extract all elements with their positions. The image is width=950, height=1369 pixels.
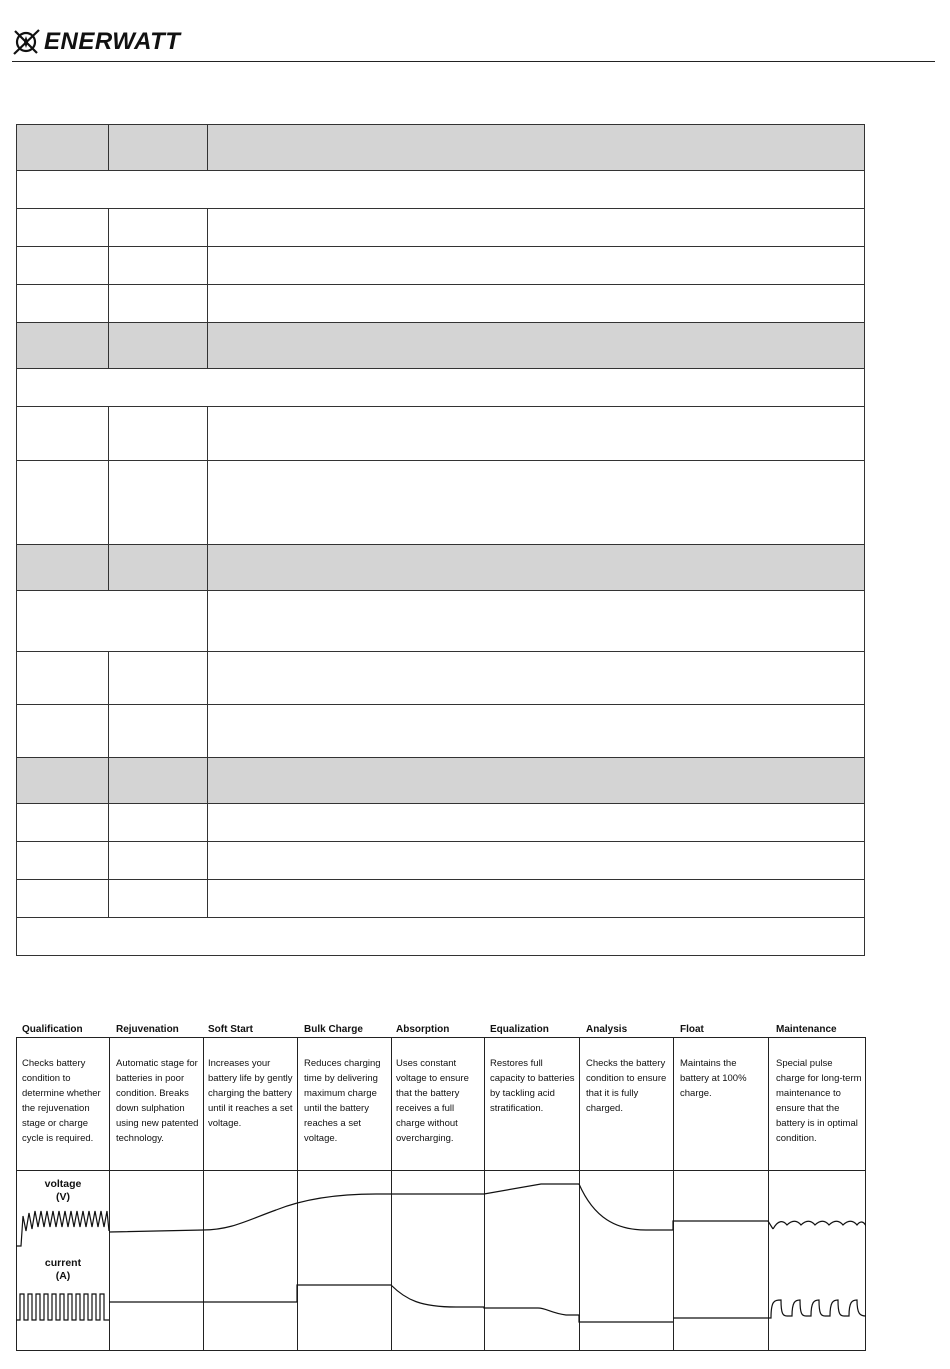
table-header-row: [17, 545, 865, 591]
table-row: [17, 407, 865, 461]
voltage-curve: [16, 1184, 866, 1246]
table-row: [17, 705, 865, 758]
current-unit-text: (A): [55, 1270, 71, 1282]
specification-table: [16, 124, 865, 956]
table-row: [17, 209, 865, 247]
header-divider: [12, 61, 935, 62]
stage-desc-bulk-charge: Reduces charging time by delivering maximum charge until the battery reaches a set voltage.: [304, 1058, 381, 1144]
table-row: [17, 880, 865, 918]
table-header-row: [17, 323, 865, 369]
page-header: [0, 0, 950, 62]
table-row: [17, 842, 865, 880]
table-row: [17, 247, 865, 285]
table-header-row: [17, 125, 865, 171]
voltage-unit-text: (V): [56, 1191, 70, 1203]
stage-title-maintenance: Maintenance: [776, 1024, 837, 1035]
current-label-text: current: [44, 1257, 82, 1269]
stage-title-equalization: Equalization: [490, 1024, 549, 1035]
stage-desc-rejuvenation: Automatic stage for batteries in poor condition. Breaks down sulphation using new patented technology.: [116, 1058, 199, 1144]
stage-title-float: Float: [680, 1024, 704, 1035]
stage-desc-float: Maintains the battery at 100% charge.: [680, 1058, 747, 1099]
table-row: [17, 591, 865, 652]
stage-title-bulk-charge: Bulk Charge: [304, 1024, 363, 1035]
current-curve: [16, 1285, 866, 1322]
table-row: [17, 461, 865, 545]
stage-title-qualification: Qualification: [22, 1024, 83, 1035]
table-row: [17, 652, 865, 705]
stage-desc-absorption: Uses constant voltage to ensure that the battery receives a full charge without overcharging.: [396, 1058, 469, 1144]
voltage-label-text: voltage: [44, 1178, 82, 1190]
stage-desc-soft-start: Increases your battery life by gently charging the battery until it reaches a set voltage.: [208, 1058, 293, 1129]
table-row: [17, 804, 865, 842]
table-section-row: [17, 171, 865, 209]
current-label: [18, 1257, 108, 1283]
stage-desc-maintenance: Special pulse charge for long-term maintenance to ensure that the battery is in optimal condition.: [776, 1058, 862, 1144]
brand-name: ENERWATT: [44, 28, 181, 55]
table-section-row: [17, 918, 865, 956]
stage-desc-equalization: Restores full capacity to batteries by tackling acid stratification.: [490, 1058, 575, 1114]
table-row: [17, 285, 865, 323]
stage-title-analysis: Analysis: [586, 1024, 628, 1035]
charging-stages-diagram: [16, 1018, 866, 1351]
stage-title-rejuvenation: Rejuvenation: [116, 1024, 179, 1035]
stage-desc-analysis: Checks the battery condition to ensure that it is fully charged.: [586, 1058, 667, 1114]
table-header-row: [17, 758, 865, 804]
stage-desc-qualification: Checks battery condition to determine whether the rejuvenation stage or charge cycle is required.: [22, 1058, 101, 1144]
voltage-label: [18, 1178, 108, 1204]
enerwatt-logo-icon: [12, 27, 42, 57]
table-section-row: [17, 369, 865, 407]
stage-title-absorption: Absorption: [396, 1024, 450, 1035]
stage-title-soft-start: Soft Start: [208, 1024, 253, 1035]
